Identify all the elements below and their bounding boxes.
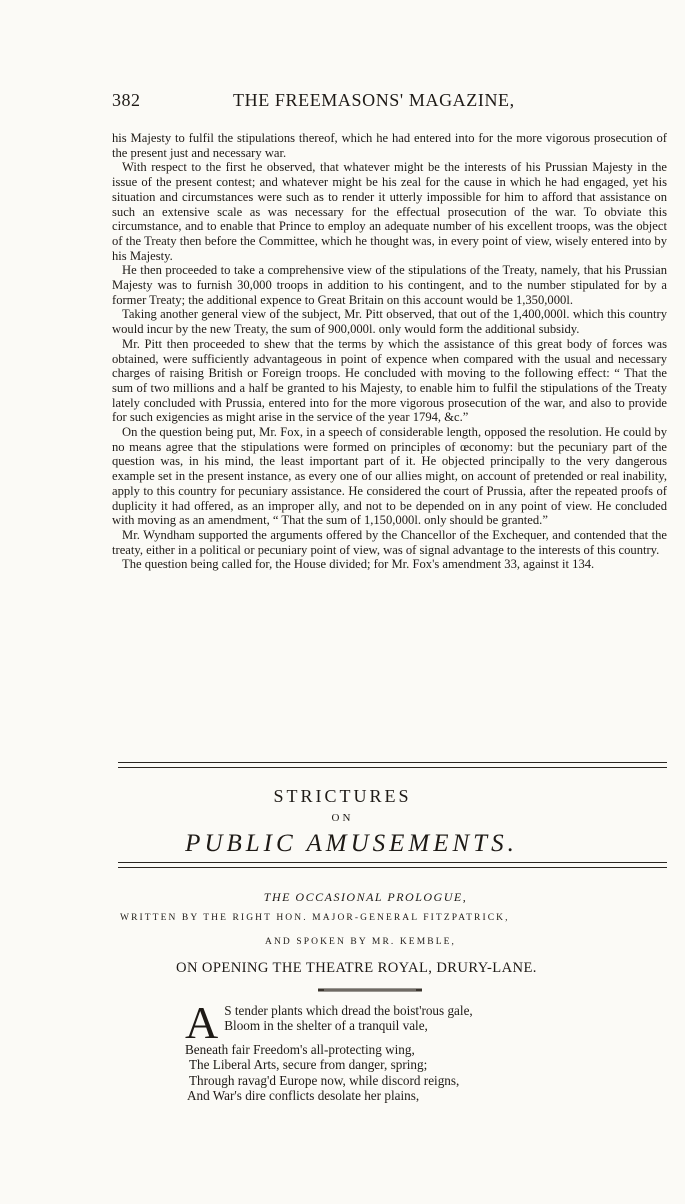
prologue-occasion: ON OPENING THE THEATRE ROYAL, DRURY-LANE.: [176, 960, 537, 976]
paragraph: Mr. Wyndham supported the arguments offered by the Chancellor of the Exchequer, and contended that the treaty, either in a political or pecuniary point of view, was of signal advantage to the interests of this country.: [112, 527, 667, 557]
paragraph: Taking another general view of the subject, Mr. Pitt observed, that out of the 1,400,000l. which this country would incur by the new Treaty, the sum of 900,000l. only would form the additional subsidy.: [112, 307, 667, 337]
prologue-speaker-line: AND SPOKEN BY MR. KEMBLE,: [265, 937, 456, 947]
verse-line: Bloom in the shelter of a tranquil vale,: [224, 1018, 428, 1034]
verse-line: And War's dire conflicts desolate her plains,: [187, 1088, 420, 1104]
drop-cap: A: [185, 997, 219, 1048]
ornamental-rule: [318, 988, 422, 992]
section-connector: ON: [331, 812, 354, 824]
section-divider-top: [118, 762, 667, 768]
paragraph: his Majesty to fulfil the stipulations thereof, which he had entered into for the more vigorous prosecution of the present just and necessary war.: [112, 131, 667, 160]
paragraph: On the question being put, Mr. Fox, in a speech of considerable length, opposed the resolution. He could by no means agree that the stipulations were formed on principles of œconomy: but the pecuniary part of the question was, in his mind, the least important part of it. He objected principally to the very dangerous example set in the present instance, as every one of our allies might, on account of pretended or real inability, apply to this country for pecuniary assistance. He considered the court of Prussia, after the repeated proofs of duplicity it had offered, as an improper ally, and not to be depended on in any point of view. He concluded with moving as an amendment, “ That the sum of 1,150,000l. only should be granted.”: [112, 425, 667, 528]
verse-line: Through ravag'd Europe now, while discord reigns,: [189, 1072, 460, 1088]
prologue-title: THE OCCASIONAL PROLOGUE,: [263, 890, 468, 904]
verse-line: Beneath fair Freedom's all-protecting wing,: [185, 1042, 415, 1057]
section-subheading: PUBLIC AMUSEMENTS.: [185, 830, 518, 857]
page-number: 382: [112, 90, 141, 110]
prologue-verse: [185, 997, 665, 1104]
verse-line: S tender plants which dread the boist'rous gale,: [224, 1003, 473, 1018]
paragraph: The question being called for, the House divided; for Mr. Fox's amendment 33, against it 134.: [122, 557, 595, 572]
section-divider-bottom: [118, 862, 667, 868]
paragraph: Mr. Pitt then proceeded to shew that the terms by which the assistance of this great body of forces was obtained, were sufficiently advantageous in point of expence when compared with the usual and necessary charges of raising British or Foreign troops. He concluded with moving to the following effect: “ That the sum of two millions and a half be granted to his Majesty, to enable him to fulfil the stipulations of the Treaty lately concluded with Prussia, entered into for the more vigorous prosecution of the war, and also to provide for such exigencies as might arise in the service of the year 1794, &c.”: [112, 336, 667, 425]
page-header: [112, 90, 664, 114]
paragraph: With respect to the first he observed, that whatever might be the interests of his Prussian Majesty in the issue of the present contest; and whatever might be his zeal for the cause in which he had engaged, yet his situation and circumstances were such as to render it utterly impossible for him to afford that assistance on such an extensive scale as was necessary for the effectual prosecution of the war. To obviate this circumstance, and to enable that Prince to employ an adequate number of his excellent troops, was the object of the Treaty then before the Committee, which he thought was, in every point of view, wisely entered into by his Majesty.: [112, 160, 667, 263]
parliamentary-report: [112, 131, 667, 572]
paragraph: He then proceeded to take a comprehensive view of the stipulations of the Treaty, namely, that his Prussian Majesty was to furnish 30,000 troops in addition to his contingent, and to the number stipulated for by a former Treaty; the additional expence to Great Britain on this account would be 1,350,000l.: [112, 263, 667, 307]
verse-line: The Liberal Arts, secure from danger, spring;: [189, 1057, 428, 1073]
running-title: THE FREEMASONS' MAGAZINE,: [233, 90, 515, 110]
prologue-author-line: WRITTEN BY THE RIGHT HON. MAJOR-GENERAL FITZPATRICK,: [120, 913, 510, 923]
section-heading: STRICTURES: [273, 786, 412, 806]
